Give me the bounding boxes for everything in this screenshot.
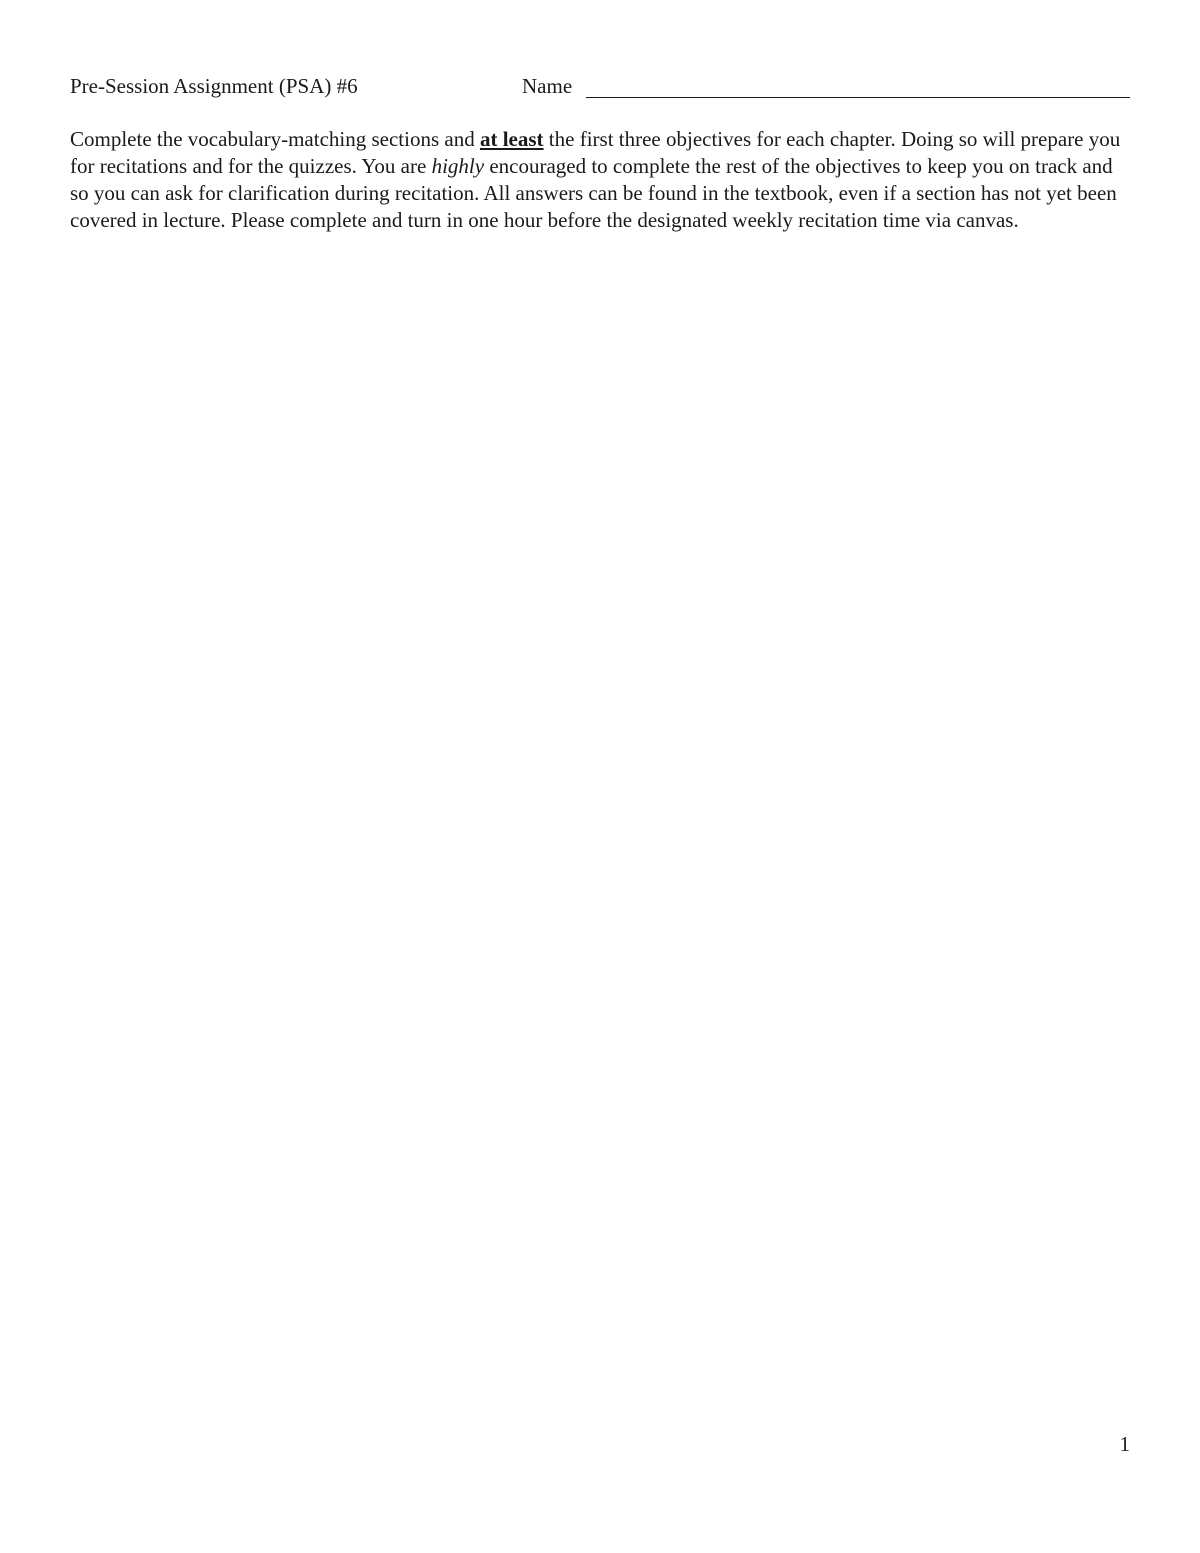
assignment-title: Pre-Session Assignment (PSA) #6	[70, 74, 358, 98]
instructions-paragraph	[70, 126, 1130, 234]
instructions-text-1: Complete the vocabulary-matching sections and	[70, 127, 480, 151]
name-label: Name	[522, 74, 573, 98]
instructions-text-3: encouraged to complete the rest of the objectives to keep you on track and so you can ask for clarification during recitation. All answers can be found in the textbook, even if a section has not yet been covered in lecture. Please complete and turn in one hour before the designated weekly recitation time via canvas.	[70, 154, 1117, 232]
instructions-emphasis-at-least: at least	[479, 127, 544, 151]
name-field-group	[522, 72, 1130, 100]
instructions-text-2: the first three objectives for each chapter. Doing so will prepare you for recitations and for the quizzes. You are	[70, 127, 1121, 178]
page-number: 1	[1119, 1432, 1130, 1456]
name-blank-line[interactable]	[586, 97, 1130, 98]
header-row	[70, 72, 1130, 102]
instructions-emphasis-highly: highly	[431, 154, 485, 178]
